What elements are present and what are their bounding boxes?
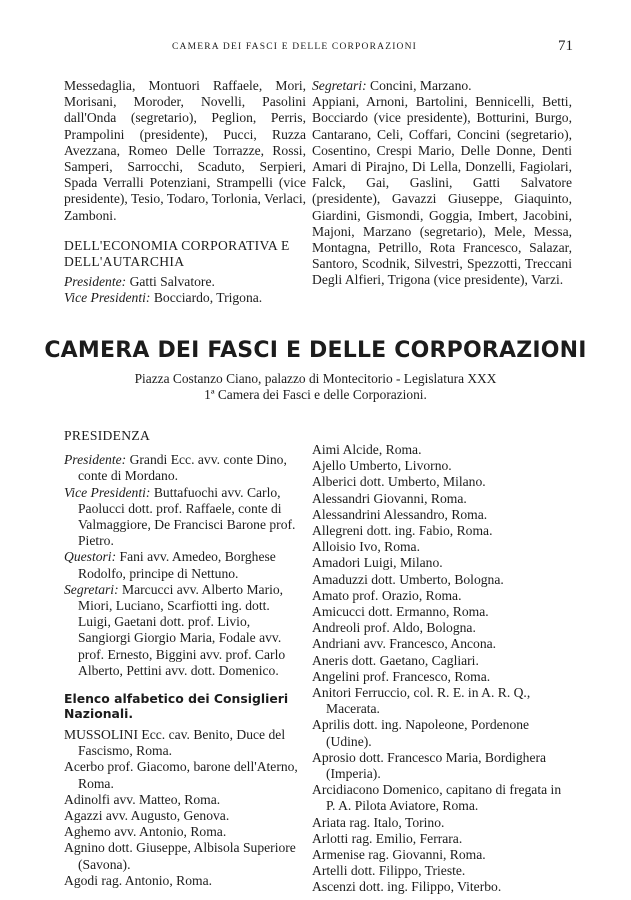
presidency-heading: PRESIDENZA bbox=[64, 428, 151, 443]
top-right-column bbox=[312, 78, 572, 289]
list-item: Amaduzzi dott. Umberto, Bologna. bbox=[312, 571, 504, 587]
list-item: Aghemo avv. Antonio, Roma. bbox=[64, 824, 227, 840]
list-item: Artelli dott. Filippo, Trieste. bbox=[312, 863, 466, 879]
list-item: Amicucci dott. Ermanno, Roma. bbox=[312, 604, 489, 620]
presidency-president-name: Grandi Ecc. avv. conte Dino, conte di Mordano. bbox=[78, 452, 287, 484]
list-item: Angelini prof. Francesco, Roma. bbox=[312, 668, 491, 684]
top-left-column bbox=[64, 78, 306, 307]
secretaries-names: Concini, Marzano. bbox=[370, 78, 472, 93]
list-item: Adinolfi avv. Matteo, Roma. bbox=[64, 791, 221, 807]
list-item: Agodi rag. Antonio, Roma. bbox=[64, 872, 213, 888]
list-item: Arcidiacono Domenico, capitano di fregata in P. A. Pilota Aviatore, Roma. bbox=[312, 782, 562, 814]
list-item: Aimi Alcide, Roma. bbox=[312, 442, 422, 457]
presidency-vice-presidents bbox=[64, 485, 304, 550]
list-item: Alberici dott. Umberto, Milano. bbox=[312, 474, 486, 490]
list-item: Ariata rag. Italo, Torino. bbox=[312, 814, 445, 830]
list-item: Amadori Luigi, Milano. bbox=[312, 555, 443, 571]
presidency-president-label: Presidente: bbox=[64, 452, 127, 468]
list-item: Ajello Umberto, Livorno. bbox=[312, 458, 452, 474]
committee-members-continuation: Messedaglia, Montuori Raffaele, Mori, Morisani, Moroder, Novelli, Pasolini dall'Onda (segretario), Peglion, Perris, Prampolini (presidente), Pucci, Ruzza Avezzana, Romeo Delle Torrazze, Rossi, Samperi, Sarrocchi, Scaduto, Serpieri, Spada Verralli Potenziani, Strampelli (vice presidente), Tesio, Todaro, Torlonia, Verlaci, Zamboni. bbox=[64, 78, 306, 223]
presidency-vice-names: Buttafuochi avv. Carlo, Paolucci dott. prof. Raffaele, conte di Valmaggiore, De Francisci Barone prof. Pietro. bbox=[78, 484, 296, 549]
presidency-secretaries bbox=[64, 582, 304, 679]
president-name: Gatti Salvatore. bbox=[129, 274, 215, 290]
list-item: Allegreni dott. ing. Fabio, Roma. bbox=[312, 523, 493, 539]
president-label: Presidente: bbox=[64, 274, 127, 290]
list-item: Andriani avv. Francesco, Ancona. bbox=[312, 636, 497, 652]
bottom-right-column bbox=[312, 442, 570, 896]
presidency-questors-label: Questori: bbox=[64, 549, 117, 565]
page-number: 71 bbox=[558, 38, 573, 54]
list-item: MUSSOLINI Ecc. cav. Benito, Duce del Fascismo, Roma. bbox=[64, 727, 286, 759]
presidency-secretaries-names: Marcucci avv. Alberto Mario, Miori, Luciano, Scarfiotti ing. dott. Luigi, Gaetani dott. prof. Livio, Sangiorgi Giorgio Maria, Fodale avv. prof. Ernesto, Biggini avv. prof. Carlo Alberto, Pettini avv. dott. Domenico. bbox=[78, 581, 286, 678]
list-item: Agnino dott. Giuseppe, Albisola Superiore (Savona). bbox=[64, 840, 296, 872]
list-item: Armenise rag. Giovanni, Roma. bbox=[312, 847, 486, 863]
list-item: Anitori Ferruccio, col. R. E. in A. R. Q., Macerata. bbox=[312, 685, 531, 717]
presidency-questors-names: Fani avv. Amedeo, Borghese Rodolfo, principe di Nettuno. bbox=[78, 549, 276, 581]
chamber-title: CAMERA DEI FASCI E DELLE CORPORAZIONI bbox=[44, 338, 587, 363]
list-item: Aprosio dott. Francesco Maria, Bordighera (Imperia). bbox=[312, 749, 547, 782]
presidency-secretaries-label: Segretari: bbox=[64, 581, 119, 597]
list-item: Andreoli prof. Aldo, Bologna. bbox=[312, 620, 476, 636]
list-item: Ascenzi dott. ing. Filippo, Viterbo. bbox=[312, 879, 502, 895]
bottom-left-column bbox=[64, 428, 304, 889]
councillors-heading: Elenco alfabetico dei Consiglieri Nazionali. bbox=[64, 691, 289, 722]
vice-label: Vice Presidenti: bbox=[64, 290, 151, 306]
chamber-address: Piazza Costanzo Ciano, palazzo di Montecitorio - Legislatura XXX bbox=[134, 371, 497, 386]
list-item: Acerbo prof. Giacomo, barone dell'Aterno, Roma. bbox=[64, 759, 298, 791]
list-item: Aneris dott. Gaetano, Cagliari. bbox=[312, 652, 479, 668]
list-item: Aprilis dott. ing. Napoleone, Pordenone (Udine). bbox=[312, 717, 530, 749]
committee-members-list: Appiani, Arnoni, Bartolini, Bennicelli, Betti, Bocciardo (vice presidente), Botturini, Burgo, Cantarano, Celi, Coffari, Concini (segretario), Cosentino, Crespi Mario, Delle Donne, Denti Amari di Pirajno, Di Lella, Donzelli, Fagiolari, Falck, Gai, Gaslini, Gatti Salvatore (presidente), Gavazzi Giuseppe, Giaquinto, Giardini, Gismondi, Goggia, Imbert, Jacobini, Majoni, Marzano (segretario), Mele, Messa, Montagna, Petrillo, Rota Francesco, Salazar, Santoro, Scodnik, Silvestri, Spezzotti, Treccani Degli Alfieri, Trigona (vice presidente), Varzi. bbox=[312, 94, 572, 288]
committee-heading: DELL'ECONOMIA CORPORATIVA E DELL'AUTARCHIA bbox=[64, 237, 290, 270]
list-item: Agazzi avv. Augusto, Genova. bbox=[64, 808, 230, 824]
committee-secretaries bbox=[312, 78, 572, 94]
committee-president bbox=[64, 274, 306, 290]
vice-names: Bocciardo, Trigona. bbox=[153, 290, 263, 306]
list-item: Amato prof. Orazio, Roma. bbox=[312, 587, 462, 603]
secretaries-label: Segretari: bbox=[312, 78, 367, 93]
presidency-questors bbox=[64, 549, 304, 581]
chamber-subtitle: 1ª Camera dei Fasci e delle Corporazioni. bbox=[204, 387, 427, 402]
list-item: Alloisio Ivo, Roma. bbox=[312, 539, 420, 555]
presidency-president bbox=[64, 452, 304, 484]
list-item: Alessandri Giovanni, Roma. bbox=[312, 490, 467, 506]
list-item: Alessandrini Alessandro, Roma. bbox=[312, 506, 488, 522]
committee-vice-presidents bbox=[64, 290, 306, 306]
presidency-vice-label: Vice Presidenti: bbox=[64, 484, 151, 500]
list-item: Arlotti rag. Emilio, Ferrara. bbox=[312, 830, 463, 846]
running-head: CAMERA DEI FASCI E DELLE CORPORAZIONI bbox=[172, 42, 418, 52]
